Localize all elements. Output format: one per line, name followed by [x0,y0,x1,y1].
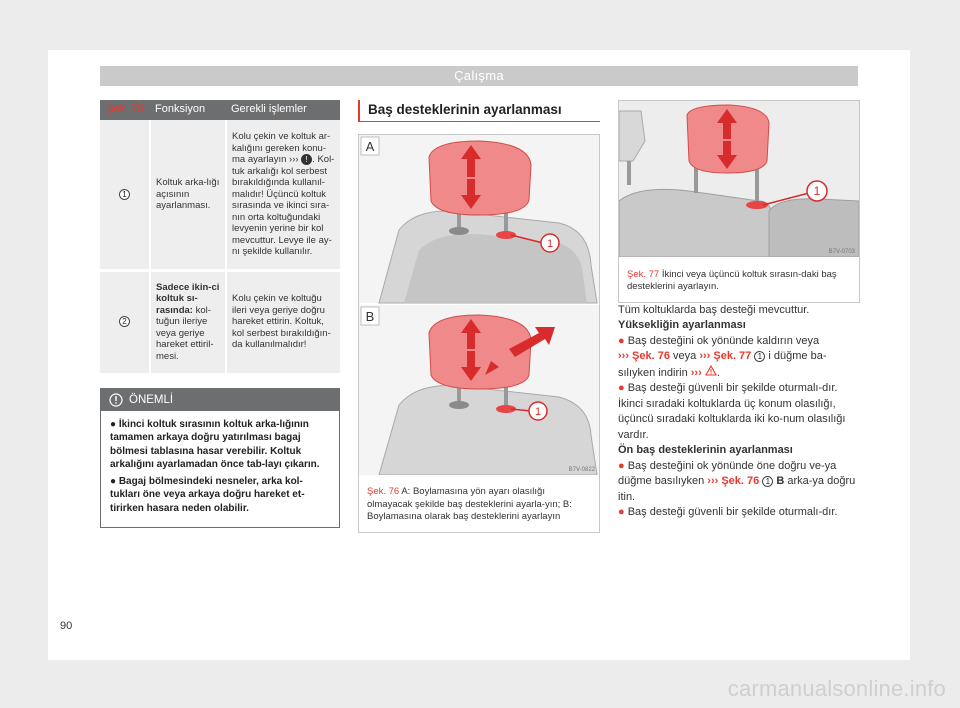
action-text-cont: . Kol-tuk arkalığı kol serbest bırakıldığında kullanıl-malıdır! Üçüncü koltuk sırasında ve ikinci sıra-nın orta koltuğundaki levyenin yerine bir kol mevcuttur. Levye ile ay-nı şekilde kullanılır. [232,154,335,257]
bullet-icon: ● [110,418,117,430]
table-header-function: Fonksiyon [150,100,226,120]
list-item [618,459,860,506]
bullet-text: arka-ya doğru itin. [618,475,856,503]
panel-label-b: B [365,309,375,324]
table-cell-action: Kolu çekin ve koltuğu ileri veya geriye doğru hareket ettirin. Koltuk, kol serbest bırakıldığın-da kullanılmalıdır! [226,270,340,374]
action-text: Kolu çekin ve koltuk ar-kalığını gereken konu-ma ayarlayın [232,131,331,165]
table-cell-action [226,120,340,270]
bullet-icon: ● [618,334,625,347]
table-cell-function: Koltuk arka-lığı açısının ayarlanması. [150,120,226,270]
panel-label-a: A [365,139,375,154]
warning-ref-icon: ! [301,154,312,165]
bullet-text: veya [669,350,700,362]
bullet-icon: ● [618,382,625,394]
callout-number: 1 [546,238,554,250]
bullet-text: i düğme ba-sılıyken indirin [618,350,827,379]
callout-number: 1 [754,351,765,362]
figure-ref: Şek. 76 [367,486,400,497]
warning-item-text: Bagaj bölmesindeki nesneler, arka kol-tukları öne veya arkaya doğru hareket et-tirirken hasara neden olabilir. [110,475,305,514]
list-item [618,381,860,443]
headrest-figure-column [358,100,600,533]
callout-number: 1 [813,184,821,198]
warning-triangle-icon [705,367,717,379]
figure-ref: Şek. 77 [627,268,660,280]
seat-operations-table [100,100,340,376]
table-header-action: Gerekli işlemler [226,100,340,120]
site-watermark: carmanualsonline.info [727,676,946,701]
callout-number: 2 [119,316,130,327]
manual-page [48,50,910,660]
page-number: 90 [60,620,73,632]
list-item [618,505,860,521]
bullet-text: Baş desteği güvenli bir şekilde oturmalı-dır. [627,506,838,518]
table-row [100,270,340,374]
warning-header [101,389,339,411]
figure-link[interactable]: ››› Şek. 76 [618,350,670,362]
warning-item [110,475,330,516]
figure-code: B7V-0822 [568,467,595,473]
reference-arrow: ››› [289,154,299,165]
figure-code: B7V-0703 [828,249,855,255]
section-title: Baş desteklerinin ayarlanması [358,100,600,122]
bullet-text: Baş desteği güvenli bir şekilde oturmalı-dır. İkinci sıradaki koltuklarda üç konum olasılığı, üçüncü sıradaki koltuklarda iki ko-num olasılığı vardır. [618,382,846,441]
warning-body [101,411,339,528]
table-cell-num [100,270,150,374]
table-row [100,120,340,270]
figure-link[interactable]: ››› Şek. 77 [699,350,752,362]
bullet-text: Baş desteğini ok yönünde öne doğru ve-ya düğme basılıyken [618,459,837,487]
figure-77 [618,100,860,303]
function-text: kol-tuğun ileriye veya geriye hareket ettiril-mesi. [156,304,214,362]
table-cell-function [150,270,226,374]
chapter-header: Çalışma [100,66,858,86]
callout-number: 1 [762,476,773,487]
table-cell-num [100,120,150,270]
bullet-icon: ● [110,475,117,487]
operations-column [100,100,340,528]
subheading-height: Yüksekliğin ayarlanması [618,319,746,331]
headrest-illustration-76 [359,135,599,475]
headrest-illustration-77 [619,101,859,257]
subheading-front: Ön baş desteklerinin ayarlanması [618,444,793,456]
table-header-row [100,100,340,120]
caption-text: İkinci veya üçüncü koltuk sırasın-daki baş desteklerini ayarlayın. [627,268,837,292]
figure-caption [619,263,859,302]
warning-link[interactable]: ››› [690,366,702,379]
figure-link[interactable]: ››› Şek. 76 [707,475,760,487]
callout-number: 1 [534,406,542,418]
bullet-icon: ● [618,506,625,518]
table-header-figure: Şek. 75 [100,100,150,120]
warning-circle-icon [109,393,123,415]
list-item: ● Baş desteğini ok yönünde kaldırın veya ››› Şek. 76 veya ››› Şek. 77 1 i düğme ba-sılıyken indirin ››› . [618,334,827,379]
figure-caption [359,480,599,532]
figure-76 [358,134,600,533]
caption-text: A: Boylamasına yön ayarı olasılığı olmayacak şekilde baş desteklerini ayarla-yın; B: Boylamasına olarak baş desteklerini ayarlayın [367,486,572,522]
headrest-text-column [618,100,860,521]
bullet-text: Baş desteğini ok yönünde kaldırın veya [627,334,820,347]
bullet-icon: ● [618,459,625,472]
panel-ref: B [773,475,785,487]
warning-box [100,388,340,529]
callout-number: 1 [119,189,130,200]
warning-item [110,418,330,472]
warning-item-text: İkinci koltuk sırasının koltuk arka-lığının tamamen arkaya doğru yatırılması bagaj bölmesi tablasına hasar verebilir. Koltuk arkalığını ayarlamadan önce tab-layı çıkarın. [110,418,320,470]
intro-paragraph: Tüm koltuklarda baş desteği mevcuttur. [618,303,810,316]
function-bold: Sadece ikin-ci koltuk sı-rasında: [156,281,220,316]
warning-title: ÖNEMLİ [129,393,174,406]
